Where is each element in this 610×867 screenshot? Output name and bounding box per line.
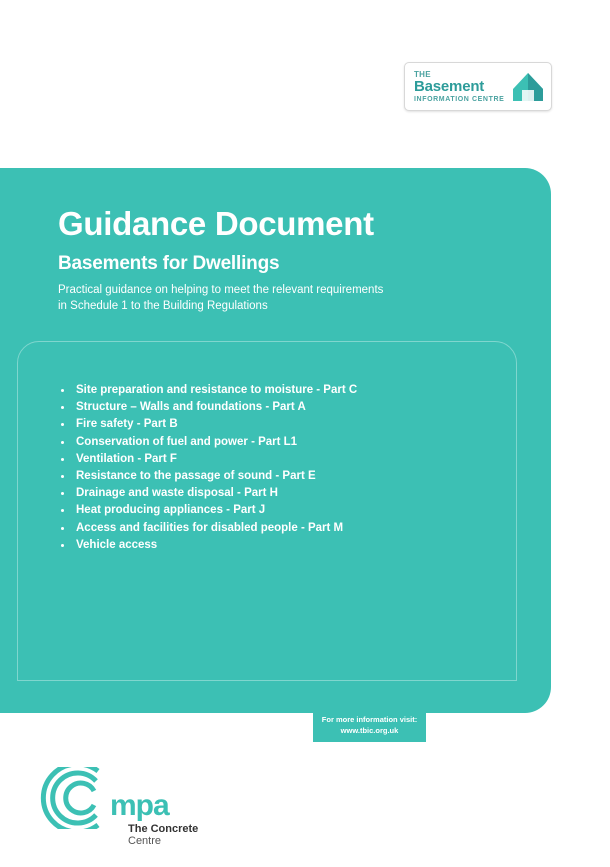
topics-box xyxy=(17,341,517,681)
list-item: Vehicle access xyxy=(56,537,357,554)
list-item: Access and facilities for disabled people - Part M xyxy=(56,520,357,537)
basement-information-centre-logo xyxy=(404,62,552,111)
mpa-tagline-bold: The Concrete xyxy=(128,823,199,835)
logo-line-basement: Basement xyxy=(414,78,485,96)
info-strip-line1: For more information visit: xyxy=(321,715,418,724)
logo-line-the: THE xyxy=(414,70,431,79)
list-item: Ventilation - Part F xyxy=(56,451,357,468)
list-item: Site preparation and resistance to moisture - Part C xyxy=(56,382,357,399)
page-subtitle: Basements for Dwellings xyxy=(58,253,280,274)
list-item: Conservation of fuel and power - Part L1 xyxy=(56,434,357,451)
list-item: Resistance to the passage of sound - Part E xyxy=(56,468,357,485)
mpa-swirl-icon xyxy=(38,767,108,829)
house-icon xyxy=(511,69,545,103)
cover-teal-panel xyxy=(0,168,551,713)
logo-text-block xyxy=(414,71,504,103)
list-item: Drainage and waste disposal - Part H xyxy=(56,485,357,502)
top-white-band xyxy=(0,0,610,168)
logo-line-information-centre: INFORMATION CENTRE xyxy=(414,96,505,104)
info-strip-line2[interactable]: www.tbic.org.uk xyxy=(340,725,399,735)
mpa-tagline xyxy=(128,823,218,847)
mpa-logo xyxy=(38,767,218,847)
page-title: Guidance Document xyxy=(58,205,374,242)
list-item: Heat producing appliances - Part J xyxy=(56,502,357,519)
footer-band xyxy=(0,742,610,867)
mpa-wordmark: mpa xyxy=(110,789,169,822)
mpa-tagline-rest: Centre xyxy=(128,835,162,847)
more-information-strip xyxy=(313,711,426,742)
list-item: Fire safety - Part B xyxy=(56,416,357,433)
topics-list xyxy=(56,382,357,554)
page-blurb: Practical guidance on helping to meet the relevant requirements in Schedule 1 to the Building Regulations xyxy=(58,284,384,312)
list-item: Structure – Walls and foundations - Part A xyxy=(56,399,357,416)
